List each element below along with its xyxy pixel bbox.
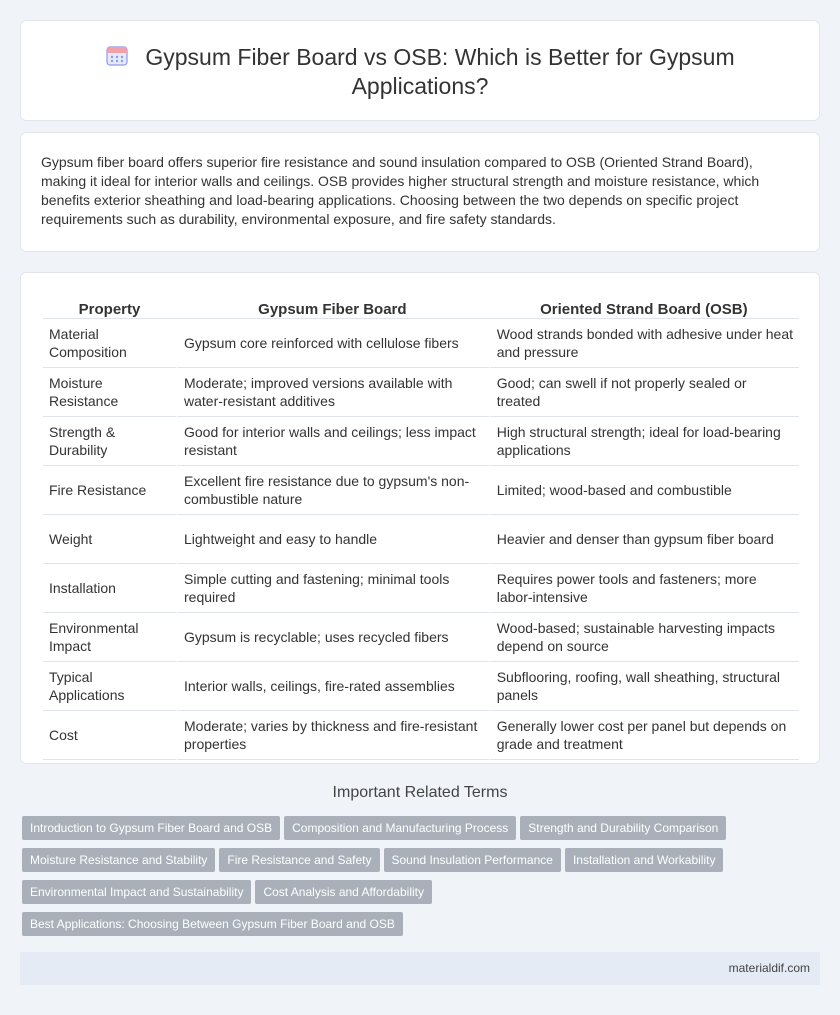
row-osb: Limited; wood-based and combustible	[489, 466, 799, 515]
header-osb: Oriented Strand Board (OSB)	[489, 291, 799, 319]
row-gypsum: Moderate; varies by thickness and fire-resistant properties	[176, 711, 489, 760]
intro-card	[20, 132, 820, 252]
row-osb: Wood-based; sustainable harvesting impacts depend on source	[489, 613, 799, 662]
tag-introduction[interactable]: Introduction to Gypsum Fiber Board and OSB	[22, 816, 280, 840]
row-gypsum: Lightweight and easy to handle	[176, 515, 489, 564]
header-card	[20, 20, 820, 121]
table-row	[43, 564, 799, 613]
header-gypsum: Gypsum Fiber Board	[176, 291, 489, 319]
table-header-row	[43, 291, 799, 319]
row-property: Weight	[43, 515, 176, 564]
footer	[20, 952, 820, 985]
row-gypsum: Good for interior walls and ceilings; less impact resistant	[176, 417, 489, 466]
row-gypsum: Excellent fire resistance due to gypsum's non-combustible nature	[176, 466, 489, 515]
calendar-icon	[105, 43, 129, 67]
row-property: Installation	[43, 564, 176, 613]
comparison-table	[43, 291, 799, 760]
tag-moisture[interactable]: Moisture Resistance and Stability	[22, 848, 215, 872]
table-row	[43, 319, 799, 368]
table-row	[43, 368, 799, 417]
row-gypsum: Gypsum core reinforced with cellulose fibers	[176, 319, 489, 368]
tag-best-applications[interactable]: Best Applications: Choosing Between Gypsum Fiber Board and OSB	[22, 912, 403, 936]
row-gypsum: Interior walls, ceilings, fire-rated assemblies	[176, 662, 489, 711]
header-property: Property	[43, 291, 176, 319]
row-property: Moisture Resistance	[43, 368, 176, 417]
row-gypsum: Moderate; improved versions available with water-resistant additives	[176, 368, 489, 417]
row-property: Environmental Impact	[43, 613, 176, 662]
tag-composition[interactable]: Composition and Manufacturing Process	[284, 816, 516, 840]
table-row	[43, 515, 799, 564]
table-row	[43, 613, 799, 662]
table-row	[43, 466, 799, 515]
footer-site[interactable]: materialdif.com	[728, 961, 810, 975]
row-gypsum: Simple cutting and fastening; minimal tools required	[176, 564, 489, 613]
related-terms-heading: Important Related Terms	[332, 784, 508, 801]
tag-strength[interactable]: Strength and Durability Comparison	[520, 816, 726, 840]
table-row	[43, 662, 799, 711]
page-title	[21, 43, 819, 101]
table-row	[43, 711, 799, 760]
row-osb: Good; can swell if not properly sealed or treated	[489, 368, 799, 417]
row-osb: Generally lower cost per panel but depends on grade and treatment	[489, 711, 799, 760]
row-osb: High structural strength; ideal for load-bearing applications	[489, 417, 799, 466]
title-line-2: Applications?	[351, 73, 489, 99]
tag-environmental[interactable]: Environmental Impact and Sustainability	[22, 880, 251, 904]
row-osb: Heavier and denser than gypsum fiber board	[489, 515, 799, 564]
tag-sound[interactable]: Sound Insulation Performance	[384, 848, 561, 872]
row-osb: Subflooring, roofing, wall sheathing, structural panels	[489, 662, 799, 711]
row-property: Strength & Durability	[43, 417, 176, 466]
related-terms-tags	[22, 816, 822, 944]
row-osb: Requires power tools and fasteners; more labor-intensive	[489, 564, 799, 613]
tag-cost[interactable]: Cost Analysis and Affordability	[255, 880, 432, 904]
row-gypsum: Gypsum is recyclable; uses recycled fibers	[176, 613, 489, 662]
intro-text: Gypsum fiber board offers superior fire resistance and sound insulation compared to OSB (Oriented Strand Board), making it ideal for interior walls and ceilings. OSB provides higher structural strength and moisture resistance, which benefits exterior sheathing and load-bearing applications. Choosing between the two depends on specific project requirements such as durability, environmental exposure, and fire safety standards.	[41, 154, 760, 227]
row-property: Typical Applications	[43, 662, 176, 711]
title-line-1: Gypsum Fiber Board vs OSB: Which is Better for Gypsum	[145, 44, 735, 70]
comparison-card	[20, 272, 820, 764]
row-property: Fire Resistance	[43, 466, 176, 515]
tag-installation[interactable]: Installation and Workability	[565, 848, 724, 872]
tag-fire[interactable]: Fire Resistance and Safety	[219, 848, 379, 872]
table-row	[43, 417, 799, 466]
row-osb: Wood strands bonded with adhesive under heat and pressure	[489, 319, 799, 368]
row-property: Material Composition	[43, 319, 176, 368]
row-property: Cost	[43, 711, 176, 760]
